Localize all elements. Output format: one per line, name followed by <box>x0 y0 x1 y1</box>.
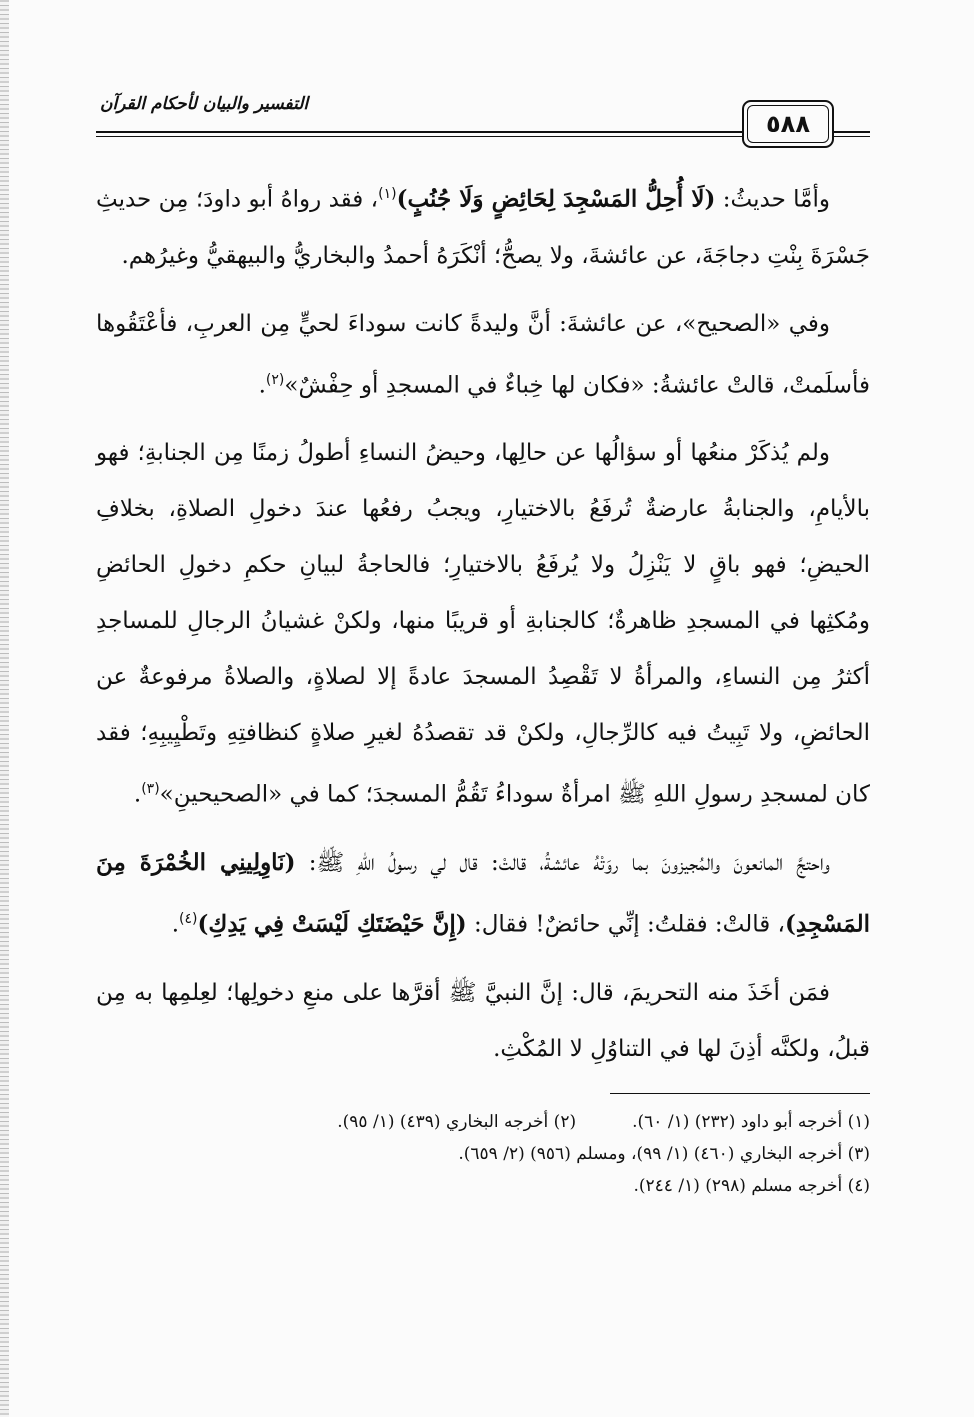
paragraph-text: وفي «الصحيح»، عن عائشةَ: أنَّ وليدةً كانت سوداءَ لحيٍّ مِن العربِ، فأعْتَقُوها فأسلَمتْ، قالتْ عائشةُ: «فكان لها خِباءٌ في المسجدِ أو حِفْشٌ» <box>96 310 870 399</box>
footnotes <box>96 1106 870 1202</box>
page-number: ٥٨٨ <box>766 110 810 138</box>
paragraph-1 <box>96 166 870 284</box>
paragraph-text: ، فقد رواهُ أبو داودَ؛ مِن حديثِ جَسْرَةَ بِنْتِ دجاجَةَ، عن عائشةَ، ولا يصحُّ؛ أنْكَرَهُ أحمدُ والبخاريُّ والبيهقيُّ وغيرُهم. <box>96 186 870 269</box>
footnote-ref-2: (٢) <box>265 371 285 388</box>
paragraph-text: . <box>258 372 266 399</box>
hadith-quote: (نَاوِلِينِي الخُمْرَةَ مِنَ المَسْجِدِ) <box>96 848 870 938</box>
footnote-ref-3: (٣) <box>141 781 160 798</box>
main-text <box>96 166 870 1077</box>
footnote-4: (٤) أخرجه مسلم (٢٩٨) (١/ ٢٤٤). <box>633 1175 870 1196</box>
book-title: التفسير والبيان لأحكام القرآن <box>100 94 309 114</box>
paragraph-3 <box>96 425 870 823</box>
scan-edge <box>0 0 9 1417</box>
footnote-line <box>96 1170 870 1202</box>
hadith-quote-2: (إِنَّ حَيْضَتَكِ لَيْسَتْ فِي يَدِكِ) <box>197 910 467 938</box>
footnote-1: (١) أخرجه أبو داود (٢٣٢) (١/ ٦٠). <box>632 1111 870 1132</box>
paragraph-text: . <box>133 781 142 808</box>
paragraph-text: وأمَّا حديثُ: <box>715 186 830 213</box>
page-number-frame <box>742 100 834 148</box>
header-ornament <box>840 124 870 136</box>
footnote-line <box>96 1106 870 1138</box>
book-page <box>96 80 870 1202</box>
footnote-ref-1: (١) <box>378 186 397 202</box>
paragraph-2 <box>96 296 870 414</box>
footnote-3: (٣) أخرجه البخاري (٤٦٠) (١/ ٩٩)، ومسلم (٩٥٦) (٢/ ٦٥٩). <box>458 1143 870 1164</box>
footnote-separator <box>610 1093 870 1094</box>
hadith-quote: (لَا أُحِلُّ المَسْجِدَ لِحَائِضٍ وَلَا جُنُبٍ) <box>396 185 716 213</box>
paragraph-text: فمَن أخَذَ منه التحريمَ، قال: إنَّ النبيَّ ﷺ أقرَّها على منعِ دخولِها؛ لعِلمِها به مِن قبلُ، ولكنَّه أذِنَ لها في التناوُلِ لا المُكْثِ. <box>96 979 870 1062</box>
paragraph-text: . <box>171 911 180 938</box>
paragraph-text: ولم يُذكَرْ منعُها أو سؤالُها عن حالِها، وحيضُ النساءِ أطولُ زمنًا مِن الجنابةِ؛ فهو بالأيامِ، والجنابةُ عارضةٌ تُرفَعُ بالاختيارِ، ويجبُ رفعُها عندَ دخولِ الصلاةِ، بخلافِ الحيضِ؛ فهو باقٍ لا يَنْزِلُ ولا يُرفَعُ بالاختيارِ؛ فالحاجةُ لبيانِ حكمِ دخولِ الحائضِ ومُكثِها في المسجدِ ظاهرةٌ؛ كالجنابةِ أو قريبًا منها، ولكنْ غشيانُ الرجالِ للمساجدِ أكثرُ مِن النساءِ، والمرأةُ لا تَقْصِدُ المسجدَ عادةً إلا لصلاةٍ، والصلاةُ مرفوعةٌ عن الحائضِ، ولا تَبِيتُ فيه كالرِّجالِ، ولكنْ قد تقصدُهُ لغيرِ صلاةٍ كنظافتِهِ وتَطْيِيبِهِ؛ فقد كان لمسجدِ رسولِ اللهِ ﷺ امرأةٌ سوداءُ تَقُمُّ المسجدَ؛ كما في «الصحيحينِ» <box>96 440 870 808</box>
paragraph-text: واحتجَّ المانعونَ والمُجيزونَ بما روَتْهُ عائشةُ، قالتْ: قال لي رسولُ اللهِ ﷺ: <box>295 849 830 876</box>
paragraph-text: ، قالتْ: فقلتُ: إنِّي حائضٌ! فقال: <box>466 911 785 938</box>
footnote-line <box>96 1138 870 1170</box>
paragraph-4 <box>96 835 870 953</box>
running-header <box>96 80 870 156</box>
footnote-ref-4: (٤) <box>179 910 198 927</box>
paragraph-5 <box>96 965 870 1077</box>
footnote-2: (٢) أخرجه البخاري (٤٣٩) (١/ ٩٥). <box>337 1111 577 1132</box>
